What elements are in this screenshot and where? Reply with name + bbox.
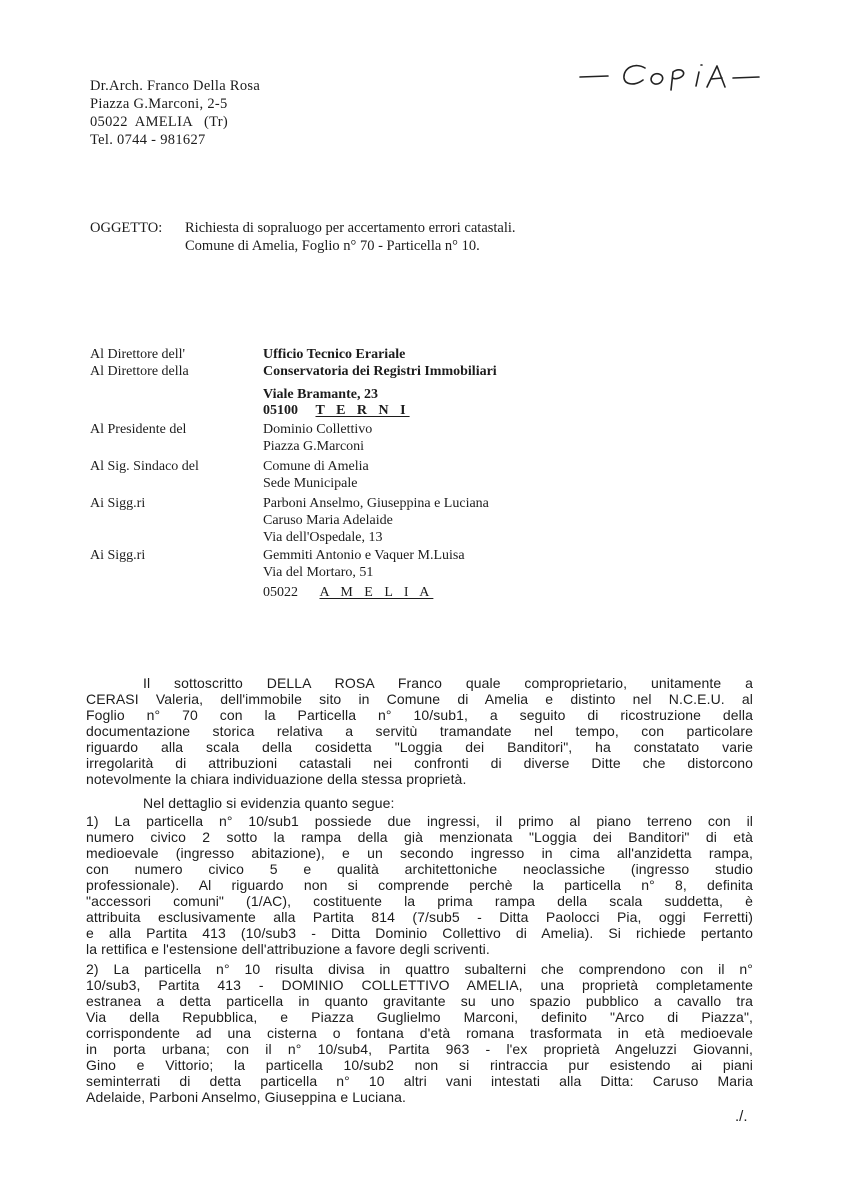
body-line: Foglio n° 70 con la Particella n° 10/sub1, a seguito di ricostruzione della [86,707,753,723]
recipient-to-4: Al Sig. Sindaco del [90,459,199,474]
body-line: 10/sub3, Partita 413 - DOMINIO COLLETTIVO AMELIA, una proprietà completamente [86,977,753,993]
recipient-to-5: Ai Sigg.ri [90,496,146,511]
body-line: attribuita esclusivamente alla Partita 814 (7/sub5 - Ditta Paolocci Pia, oggi Ferretti) [86,909,753,925]
body-line: medioevale (ingresso abitazione), e un secondo ingresso in cima all'anzidetta rampa, [86,845,753,861]
body-line: estranea a detta particella in quanto gravitante su uno spazio pubblico a cavallo tra [86,993,753,1009]
body-line: numero civico 2 sotto la rampa della già menzionata "Loggia dei Banditori" di età [86,829,753,845]
recipient-line: Caruso Maria Adelaide [263,513,393,528]
recipient-to-1: Al Direttore dell' [90,347,186,362]
recipient-line [263,402,410,419]
handwritten-copy-mark [575,50,795,98]
body-line: 2) La particella n° 10 risulta divisa in quattro subalterni che comprendono con il n° [86,961,753,977]
body-line: Via della Repubblica, e Piazza Guglielmo Marconi, definito "Arco di Piazza", [86,1009,753,1025]
subject-block [90,219,516,255]
recipient-line: Dominio Collettivo [263,422,373,437]
continuation-marker: ./. [735,1108,748,1125]
recipient-line [263,584,433,601]
body-line: con numero civico 5 e qualità architettoniche neoclassiche (ingresso studio [86,861,753,877]
recipient-line: Gemmiti Antonio e Vaquer M.Luisa [263,548,465,563]
recipient-city: T E R N I [315,403,410,418]
recipient-postcode: 05100 [263,403,302,418]
paragraph-2: Nel dettaglio si evidenzia quanto segue: [143,795,395,811]
handwritten-copy-mark-icon [575,50,795,98]
body-line: Gino e Vittorio; la particella 10/sub2 non si rintraccia pur esistendo ai piani [86,1057,753,1073]
body-line: corrispondente ad una cisterna o fontana d'età romana trasformata in età medioevale [86,1025,753,1041]
sender-phone: Tel. 0744 - 981627 [90,132,206,148]
body-line: in porta urbana; con il n° 10/sub4, Partita 963 - l'ex proprietà Angeluzzi Giovanni, [86,1041,753,1057]
sender-street: Piazza G.Marconi, 2-5 [90,96,228,112]
subject-label: OGGETTO: [90,220,163,236]
body-line: 1) La particella n° 10/sub1 possiede due ingressi, il primo al piano terreno con il [86,813,753,829]
recipient-line: Via del Mortaro, 51 [263,565,374,580]
recipient-line: Viale Bramante, 23 [263,387,378,402]
body-line: notevolmente la chiara individuazione della stessa proprietà. [86,771,467,787]
recipient-postcode: 05022 [263,585,302,600]
recipient-line: Ufficio Tecnico Erariale [263,347,406,362]
body-line: e alla Partita 413 (10/sub3 - Ditta Dominio Collettivo di Amelia). Si richiede pertanto [86,925,753,941]
sender-name: Dr.Arch. Franco Della Rosa [90,78,261,94]
body-line: Il sottoscritto DELLA ROSA Franco quale comproprietario, unitamente a [143,675,753,691]
recipient-city: A M E L I A [319,585,434,600]
body-line: irregolarità di attribuzioni catastali nei confronti di diverse Ditte che distorcono [86,755,753,771]
recipient-to-3: Al Presidente del [90,422,187,437]
body-line: CERASI Valeria, dell'immobile sito in Comune di Amelia e distinto nel N.C.E.U. al [86,691,753,707]
recipient-to-2: Al Direttore della [90,364,189,379]
recipient-line: Conservatoria dei Registri Immobiliari [263,364,497,379]
recipient-line: Via dell'Ospedale, 13 [263,530,383,545]
sender-block [90,77,260,149]
recipient-line: Comune di Amelia [263,459,369,474]
body-line: la rettifica e l'estensione dell'attribuzione a favore degli scriventi. [86,941,490,957]
body-line: Adelaide, Parboni Anselmo, Giuseppina e Luciana. [86,1089,407,1105]
body-line: "accessori comuni" (1/AC), costituente la prima rampa della scala suddetta, è [86,893,753,909]
sender-city: 05022 AMELIA (Tr) [90,114,228,130]
subject-line-1: Richiesta di sopraluogo per accertamento errori catastali. [185,220,516,236]
recipient-to-6: Ai Sigg.ri [90,548,146,563]
body-line: seminterrati di detta particella n° 10 altri vani intestati alla Ditta: Caruso Maria [86,1073,753,1089]
body-line: professionale). Al riguardo non si comprende perchè la particella n° 8, definita [86,877,753,893]
recipient-line: Parboni Anselmo, Giuseppina e Luciana [263,496,489,511]
recipient-line: Piazza G.Marconi [263,439,365,454]
recipient-line: Sede Municipale [263,476,358,491]
subject-line-2: Comune di Amelia, Foglio n° 70 - Particella n° 10. [185,238,480,254]
body-line: documentazione storica relativa a servitù tramandate nel tempo, con particolare [86,723,753,739]
body-line: riguardo alla scala della cosidetta "Loggia dei Banditori", ha constatato varie [86,739,753,755]
